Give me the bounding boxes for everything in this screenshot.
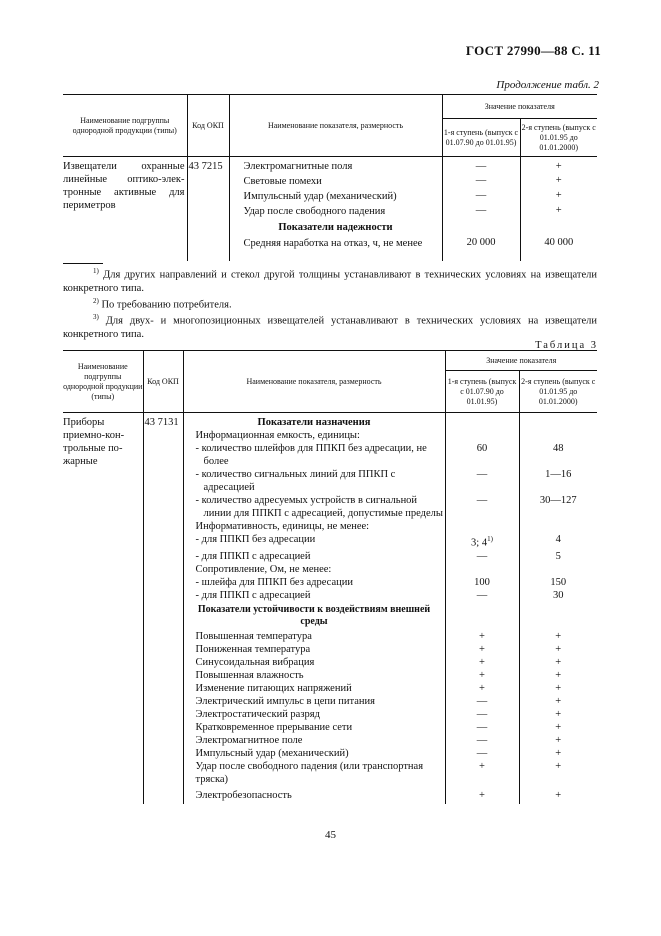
footnote-3 [63,311,597,341]
product-code-cell: 43 7215 [187,157,229,262]
stage2-value: + [555,669,562,681]
section-heading: Показатели назначения [183,413,445,430]
column-header-value: Значение показателя [445,351,597,371]
indicator-name: Сопротивление, Ом, не менее: [183,563,445,576]
indicator-name: Средняя наработка на отказ, ч, не менее [229,236,442,260]
indicator-name: Информативность, единицы, не менее: [183,520,445,533]
stage1-value: — [445,550,519,563]
stage2-value: + [555,630,562,642]
stage1-value: 100 [445,576,519,589]
indicator-name: Импульсный удар (механический) [183,747,445,760]
indicator-name: - количество сигнальных линий для ППКП с адресацией [183,468,445,494]
stage1-value: + [445,630,519,643]
product-group-cell: Извещатели охранные линейные оптико-электронные активные для периметров [63,157,187,262]
stage1-value: — [445,695,519,708]
value-text: 3; 4 [471,537,488,549]
stage1-value: + [445,786,519,804]
column-header-stage1: 1-я ступень (выпуск с 01.07.90 до 01.01.95) [445,371,519,413]
stage1-value: 60 [445,442,519,468]
stage1-value: + [445,656,519,669]
footnote-marker: 1) [93,267,99,275]
stage1-value: + [445,760,519,786]
stage2-value: 30—127 [539,495,577,506]
footnote-separator [63,263,103,264]
stage2-value: + [555,695,562,707]
stage1-value: — [442,174,520,189]
indicator-name: Изменение питающих напряжений [183,682,445,695]
indicator-name: - для ППКП без адресации [183,533,445,550]
stage2-value: 4 [555,534,561,545]
indicator-name: Повышенная температура [183,630,445,643]
indicator-name: - количество адресуемых устройств в сигнальной линии для ППКП с адресацией, допустимые пределы [183,494,445,520]
stage1-value [445,533,519,550]
column-header-code: Код ОКП [187,95,229,157]
column-header-value: Значение показателя [442,95,597,119]
footnotes [63,265,597,341]
empty-cell [442,219,520,236]
section-heading: Показатели надежности [229,219,442,236]
stage2-value: 5 [555,550,561,562]
stage1-value: — [445,734,519,747]
stage1-value: + [445,682,519,695]
footnote-2 [63,295,597,312]
stage1-value: — [442,157,520,175]
stage2-value: + [555,656,562,668]
stage1-value: — [445,708,519,721]
column-header-group: Наименование подгруппы однородной продукции (типы) [63,95,187,157]
indicator-name: Информационная емкость, единицы: [183,429,445,442]
footnote-text: По требованию потребителя. [101,299,232,310]
indicator-name: - шлейфа для ППКП без адресации [183,576,445,589]
stage2-value: 30 [553,589,564,601]
stage2-value: + [555,789,562,801]
indicator-name: Электромагнитные поля [229,157,442,175]
table-continuation-label: Продолжение табл. 2 [496,79,599,91]
indicator-name: Электрический импульс в цепи питания [183,695,445,708]
stage2-value: + [555,205,562,216]
page-header: ГОСТ 27990—88 С. 11 [465,43,601,58]
stage1-value: — [445,589,519,602]
column-header-stage2: 2-я ступень (выпуск с 01.01.95 до 01.01.2000) [519,371,597,413]
footnote-1 [63,265,597,295]
indicator-name: - количество шлейфов для ППКП без адресации, не более [183,442,445,468]
indicator-name: Удар после свободного падения (или транспортная тряска) [183,760,445,786]
stage1-value: 20 000 [442,236,520,260]
stage2-value: + [555,175,562,186]
stage1-value: — [445,494,519,520]
column-header-stage2: 2-я ступень (выпуск с 01.01.95 до 01.01.2000) [520,119,597,157]
indicator-name: Электростатический разряд [183,708,445,721]
stage1-value: — [442,189,520,204]
indicator-name: - для ППКП с адресацией [183,589,445,602]
section-heading: Показатели устойчивости к воздействиям внешней среды [183,602,445,630]
footnote-marker: 3) [93,313,99,321]
product-group-cell: Приборы приемно-контрольные пожарные [63,413,143,804]
column-header-code: Код ОКП [143,351,183,413]
product-code-cell: 43 7131 [143,413,183,804]
stage1-value: — [445,468,519,494]
footnote-marker: 1) [487,535,493,543]
footnote-marker: 2) [93,296,99,305]
stage1-value: — [445,747,519,760]
column-header-stage1: 1-я ступень (выпуск с 01.07.90 до 01.01.95) [442,119,520,157]
indicator-name: Повышенная влажность [183,669,445,682]
stage2-value: + [555,190,562,201]
footnote-text: Для двух- и многопозиционных извещателей устанавливают в технических условиях на извещатели конкретного типа. [63,315,598,340]
table-2 [63,94,597,261]
stage2-value: + [555,721,562,733]
stage2-value: + [555,747,562,759]
column-header-group: Наименование подгруппы однородной продукции (типы) [63,351,143,413]
table-3-body [63,413,597,804]
column-header-name: Наименование показателя, размерность [229,95,442,157]
stage2-value: 150 [550,576,567,588]
indicator-name: - для ППКП с адресацией [183,550,445,563]
indicator-name: Пониженная температура [183,643,445,656]
stage2-value: + [555,734,562,746]
footnote-text: Для других направлений и стекол другой толщины устанавливают в технических условиях на извещатели конкретного типа. [63,269,598,294]
indicator-name: Синусоидальная вибрация [183,656,445,669]
stage2-value: + [555,682,562,694]
table-3-title: Таблица 3 [535,340,598,351]
indicator-name: Импульсный удар (механический) [229,189,442,204]
stage2-value: + [555,643,562,655]
table-3 [63,350,597,804]
stage2-value: + [555,708,562,720]
stage2-value: + [555,760,562,772]
column-header-name: Наименование показателя, размерность [183,351,445,413]
indicator-name: Электробезопасность [183,786,445,804]
page-number: 45 [325,829,336,841]
stage2-value: 1—16 [545,469,572,480]
stage1-value: + [445,669,519,682]
stage1-value: — [445,721,519,734]
indicator-name: Световые помехи [229,174,442,189]
stage2-value: 48 [553,443,564,454]
empty-cell [520,219,597,236]
stage2-value: + [555,161,562,172]
indicator-name: Удар после свободного падения [229,204,442,219]
stage2-value: 40 000 [544,237,574,248]
indicator-name: Электромагнитное поле [183,734,445,747]
indicator-name: Кратковременное прерывание сети [183,721,445,734]
stage1-value: + [445,643,519,656]
stage1-value: — [442,204,520,219]
